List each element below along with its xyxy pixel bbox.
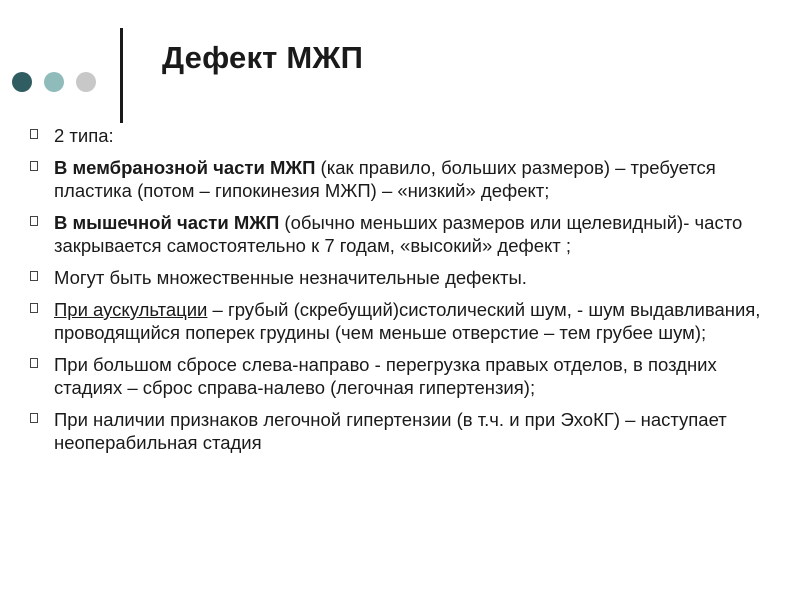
item-text: (как правило, больших размеров) – требуется пластика (потом – гипокинезия МЖП) – «низкий» дефект;: [54, 157, 716, 201]
dot-gray-icon: [76, 72, 96, 92]
square-bullet-icon: [30, 129, 38, 139]
item-text: При большом сбросе слева-направо - перегрузка правых отделов, в поздних стадиях – сброс справа-налево (легочная гипертензия);: [54, 354, 717, 398]
square-bullet-icon: [30, 358, 38, 368]
list-item: [30, 408, 770, 454]
item-emphasis: В мышечной части МЖП: [54, 212, 280, 233]
dot-teal-icon: [44, 72, 64, 92]
list-item: [30, 211, 770, 257]
list-item: [30, 298, 770, 344]
item-text: При наличии признаков легочной гипертензии (в т.ч. и при ЭхоКГ) – наступает неоперабильная стадия: [54, 409, 727, 453]
square-bullet-icon: [30, 161, 38, 171]
item-text: 2 типа:: [54, 125, 114, 146]
list-item: [30, 353, 770, 399]
title-divider: [120, 28, 123, 123]
decorative-dots: [12, 72, 96, 92]
square-bullet-icon: [30, 271, 38, 281]
square-bullet-icon: [30, 216, 38, 226]
item-text: Могут быть множественные незначительные дефекты.: [54, 267, 527, 288]
list-item: [30, 266, 770, 289]
item-text: – грубый (скребущий)систолический шум, - шум выдавливания, проводящийся поперек грудины (чем меньше отверстие – тем грубее шум);: [54, 299, 761, 343]
slide-title: Дефект МЖП: [162, 40, 364, 75]
item-text: (обычно меньших размеров или щелевидный)- часто закрывается самостоятельно к 7 годам, «высокий» дефект ;: [54, 212, 743, 256]
square-bullet-icon: [30, 303, 38, 313]
dot-dark-icon: [12, 72, 32, 92]
item-emphasis: В мембранозной части МЖП: [54, 157, 316, 178]
list-item: [30, 156, 770, 202]
bullet-list: [30, 124, 770, 463]
square-bullet-icon: [30, 413, 38, 423]
list-item: [30, 124, 770, 147]
item-underlined: При аускультации: [54, 299, 208, 320]
